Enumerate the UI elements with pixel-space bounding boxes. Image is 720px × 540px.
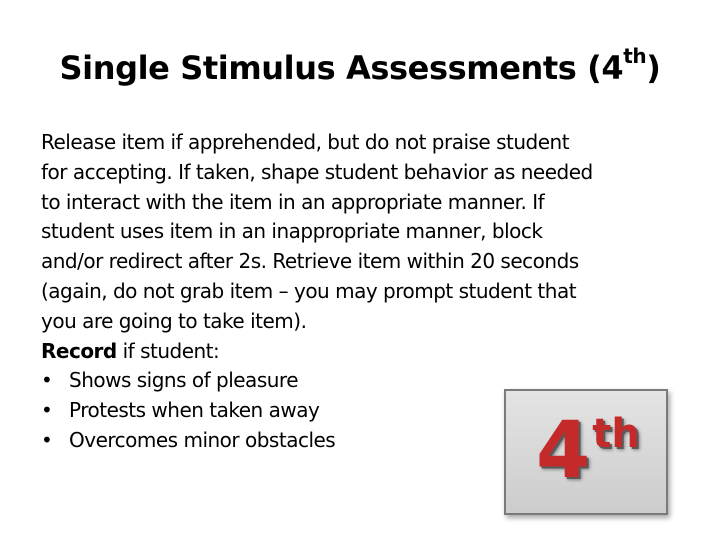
paragraph-line: for accepting. If taken, shape student behavior as needed: [41, 159, 593, 184]
paragraph-line: student uses item in an inappropriate manner, block: [41, 219, 543, 244]
record-rest: if student:: [116, 338, 220, 363]
paragraph-line: (again, do not grab item – you may prompt student that: [41, 278, 577, 303]
paragraph-line: and/or redirect after 2s. Retrieve item within 20 seconds: [41, 249, 579, 274]
bullet-text: Shows signs of pleasure: [69, 368, 298, 393]
paragraph-line: you are going to take item).: [41, 308, 307, 333]
fourth-badge-text: [536, 401, 640, 501]
bullet-dot: •: [41, 427, 53, 452]
fourth-badge-image: [504, 389, 668, 515]
bullet-text: Protests when taken away: [69, 398, 320, 423]
paragraph-line: Release item if apprehended, but do not praise student: [41, 130, 570, 154]
record-label: Record: [41, 338, 117, 363]
slide-title-text: Single Stimulus Assessments (4: [59, 49, 624, 87]
fourth-badge-number: 4: [536, 406, 591, 496]
paragraph-line: to interact with the item in an appropriate manner. If: [41, 189, 545, 214]
slide-title: [0, 38, 720, 98]
bullet-dot: •: [41, 398, 53, 423]
slide-title-close-paren: ): [646, 49, 661, 87]
bullet-text: Overcomes minor obstacles: [69, 427, 336, 452]
slide-title-superscript: th: [623, 44, 647, 69]
bullet-dot: •: [41, 368, 53, 393]
record-line: [41, 337, 681, 367]
fourth-badge-suffix: th: [592, 411, 640, 457]
